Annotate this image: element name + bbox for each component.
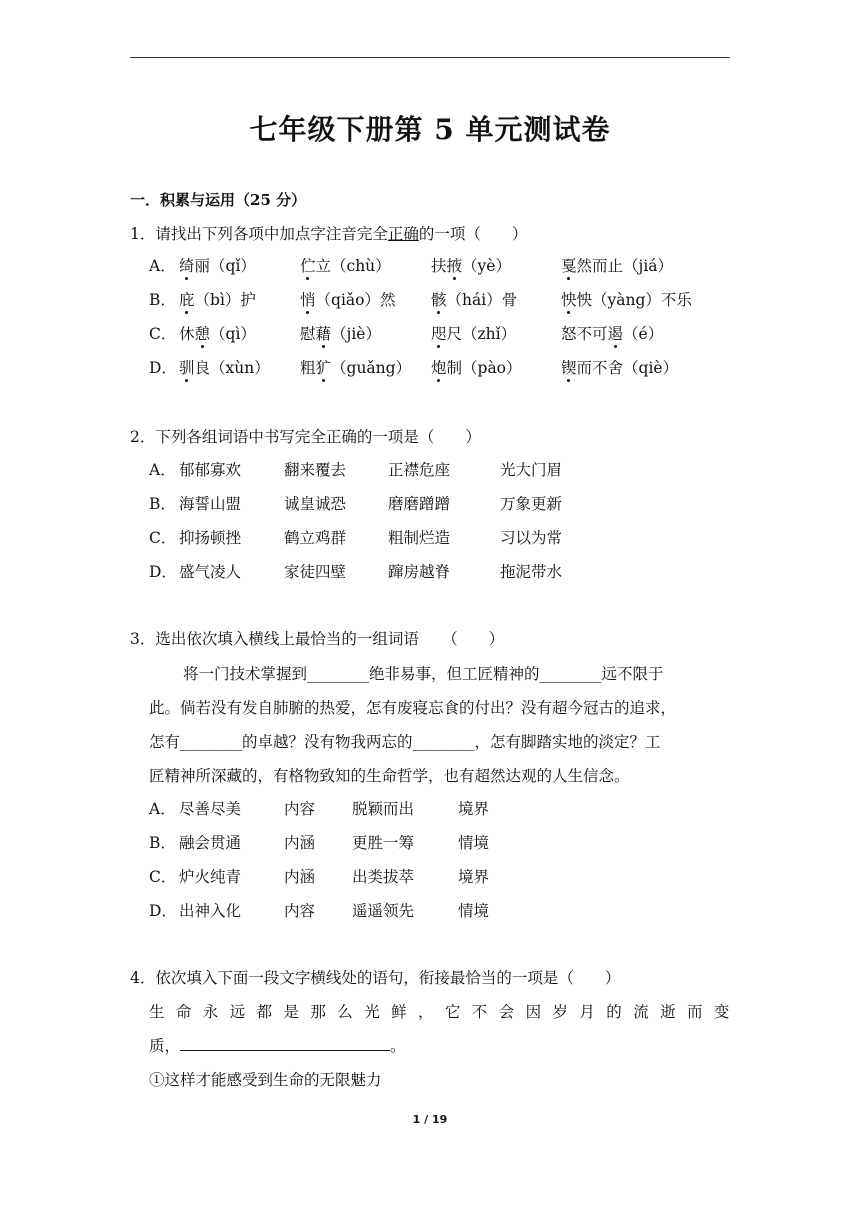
option-item: 驯良（xùn） — [179, 359, 270, 377]
dotted-character: 戛 — [561, 257, 577, 275]
q4-option: ①这样才能感受到生命的无限魅力 — [149, 1071, 382, 1089]
option-item: 更胜一筹 — [352, 834, 415, 852]
option-item: 境界 — [458, 868, 490, 886]
dotted-character: 悄 — [300, 291, 316, 309]
dotted-character: 伫 — [300, 257, 316, 275]
option-item: 炉火纯青 — [179, 868, 242, 886]
option-item: 内容 — [284, 902, 316, 920]
option-item: 咫尺（zhǐ） — [431, 325, 517, 343]
option-item: 拖泥带水 — [500, 563, 563, 581]
q3-para-line: 将一门技术掌握到________绝非易事，但工匠精神的________远不限于 — [183, 665, 664, 683]
option-item: 海誓山盟 — [179, 495, 242, 513]
dotted-character: 憩 — [194, 325, 211, 343]
option-item: 出神入化 — [179, 902, 242, 920]
option-item: 鹤立鸡群 — [284, 529, 347, 547]
dotted-character: 遏 — [607, 325, 624, 343]
option-item: 遥遥领先 — [352, 902, 415, 920]
dotted-character: 炮 — [431, 359, 447, 377]
option-label: C． — [149, 325, 177, 343]
option-item: 磨磨蹭蹭 — [388, 495, 451, 513]
option-item: 郁郁寡欢 — [179, 461, 242, 479]
option-item: 怏怏（yàng）不乐 — [561, 291, 692, 309]
dotted-character: 锲 — [561, 359, 577, 377]
q3-para-line: 此。倘若没有发自肺腑的热爱，怎有废寝忘食的付出？没有超今冠古的追求， — [149, 699, 677, 717]
dotted-character: 骸 — [431, 291, 447, 309]
option-item: 休憩（qì） — [179, 325, 256, 343]
dotted-character: 掖 — [446, 257, 463, 275]
option-item: 庇（bì）护 — [179, 291, 256, 309]
q2-stem: 2．下列各组词语中书写完全正确的一项是（ ） — [130, 428, 481, 446]
option-item: 粗制烂造 — [388, 529, 451, 547]
option-item: 尽善尽美 — [179, 800, 242, 818]
q1-stem-underlined: 正确 — [387, 225, 419, 243]
option-item: 盛气凌人 — [179, 563, 242, 581]
q4-blank — [180, 1036, 390, 1051]
option-item: 内涵 — [284, 868, 316, 886]
option-item: 翻来覆去 — [284, 461, 347, 479]
option-label: A． — [149, 461, 176, 479]
option-label: D． — [149, 563, 177, 581]
option-item: 伫立（chù） — [300, 257, 391, 275]
page-number: 1 / 19 — [412, 1113, 448, 1126]
q3-para-line: 怎有________的卓越？没有物我两忘的________，怎有脚踏实地的淡定？工 — [149, 733, 661, 751]
option-label: B． — [149, 495, 176, 513]
option-item: 融会贯通 — [179, 834, 242, 852]
option-item: 情境 — [458, 834, 490, 852]
option-item: 悄（qiǎo）然 — [300, 291, 396, 309]
page-title: 七年级下册第 5 单元测试卷 — [249, 113, 611, 146]
option-label: A． — [149, 800, 176, 818]
option-item: 情境 — [458, 902, 490, 920]
option-item: 习以为常 — [500, 529, 563, 547]
q4-text-line: 生命永远都是那么光鲜，它不会因岁月的流逝而变 — [149, 1003, 741, 1021]
option-item: 蹿房越脊 — [388, 563, 451, 581]
option-label: B． — [149, 291, 176, 309]
section-heading: 一．积累与运用（25 分） — [130, 191, 307, 209]
q4-text-line: 质， 。 — [149, 1037, 406, 1055]
option-item: 万象更新 — [500, 495, 563, 513]
option-item: 扶掖（yè） — [431, 257, 511, 275]
q3-para-line: 匠精神所深藏的，有格物致知的生命哲学，也有超然达观的人生信念。 — [149, 767, 630, 785]
option-item: 境界 — [458, 800, 490, 818]
option-label: B． — [149, 834, 176, 852]
option-item: 内涵 — [284, 834, 316, 852]
option-item: 出类拔萃 — [352, 868, 415, 886]
option-label: A． — [149, 257, 176, 275]
option-item: 粗犷（guǎng） — [300, 359, 412, 377]
option-item: 脱颖而出 — [352, 800, 415, 818]
option-item: 骸（hái）骨 — [431, 291, 518, 309]
q3-stem: 3．选出依次填入横线上最恰当的一组词语 （ ） — [130, 630, 505, 648]
option-label: D． — [149, 359, 177, 377]
header-rule — [130, 57, 730, 58]
option-item: 锲而不舍（qiè） — [561, 359, 679, 377]
option-item: 内容 — [284, 800, 316, 818]
dotted-character: 绮 — [179, 257, 195, 275]
option-item: 光大门眉 — [500, 461, 563, 479]
dotted-character: 驯 — [179, 359, 195, 377]
option-item: 家徒四壁 — [284, 563, 347, 581]
q4-stem: 4．依次填入下面一段文字横线处的语句，衔接最恰当的一项是（ ） — [130, 969, 621, 987]
option-label: D． — [149, 902, 177, 920]
option-item: 慰藉（jiè） — [300, 325, 381, 343]
option-item: 戛然而止（jiá） — [561, 257, 674, 275]
option-item: 炮制（pào） — [431, 359, 522, 377]
dotted-character: 藉 — [315, 325, 332, 343]
dotted-character: 咫 — [431, 325, 447, 343]
dotted-character: 犷 — [315, 359, 332, 377]
q1-stem: 1．请找出下列各项中加点字注音完全正确的一项（ ） — [130, 225, 528, 243]
option-label: C． — [149, 529, 177, 547]
option-item: 怒不可遏（é） — [561, 325, 664, 343]
option-item: 诚皇诚恐 — [284, 495, 347, 513]
option-item: 抑扬顿挫 — [179, 529, 242, 547]
dotted-character: 怏 — [561, 291, 577, 309]
option-item: 绮丽（qǐ） — [179, 257, 256, 275]
option-item: 正襟危座 — [388, 461, 451, 479]
option-label: C． — [149, 868, 177, 886]
dotted-character: 庇 — [179, 291, 195, 309]
